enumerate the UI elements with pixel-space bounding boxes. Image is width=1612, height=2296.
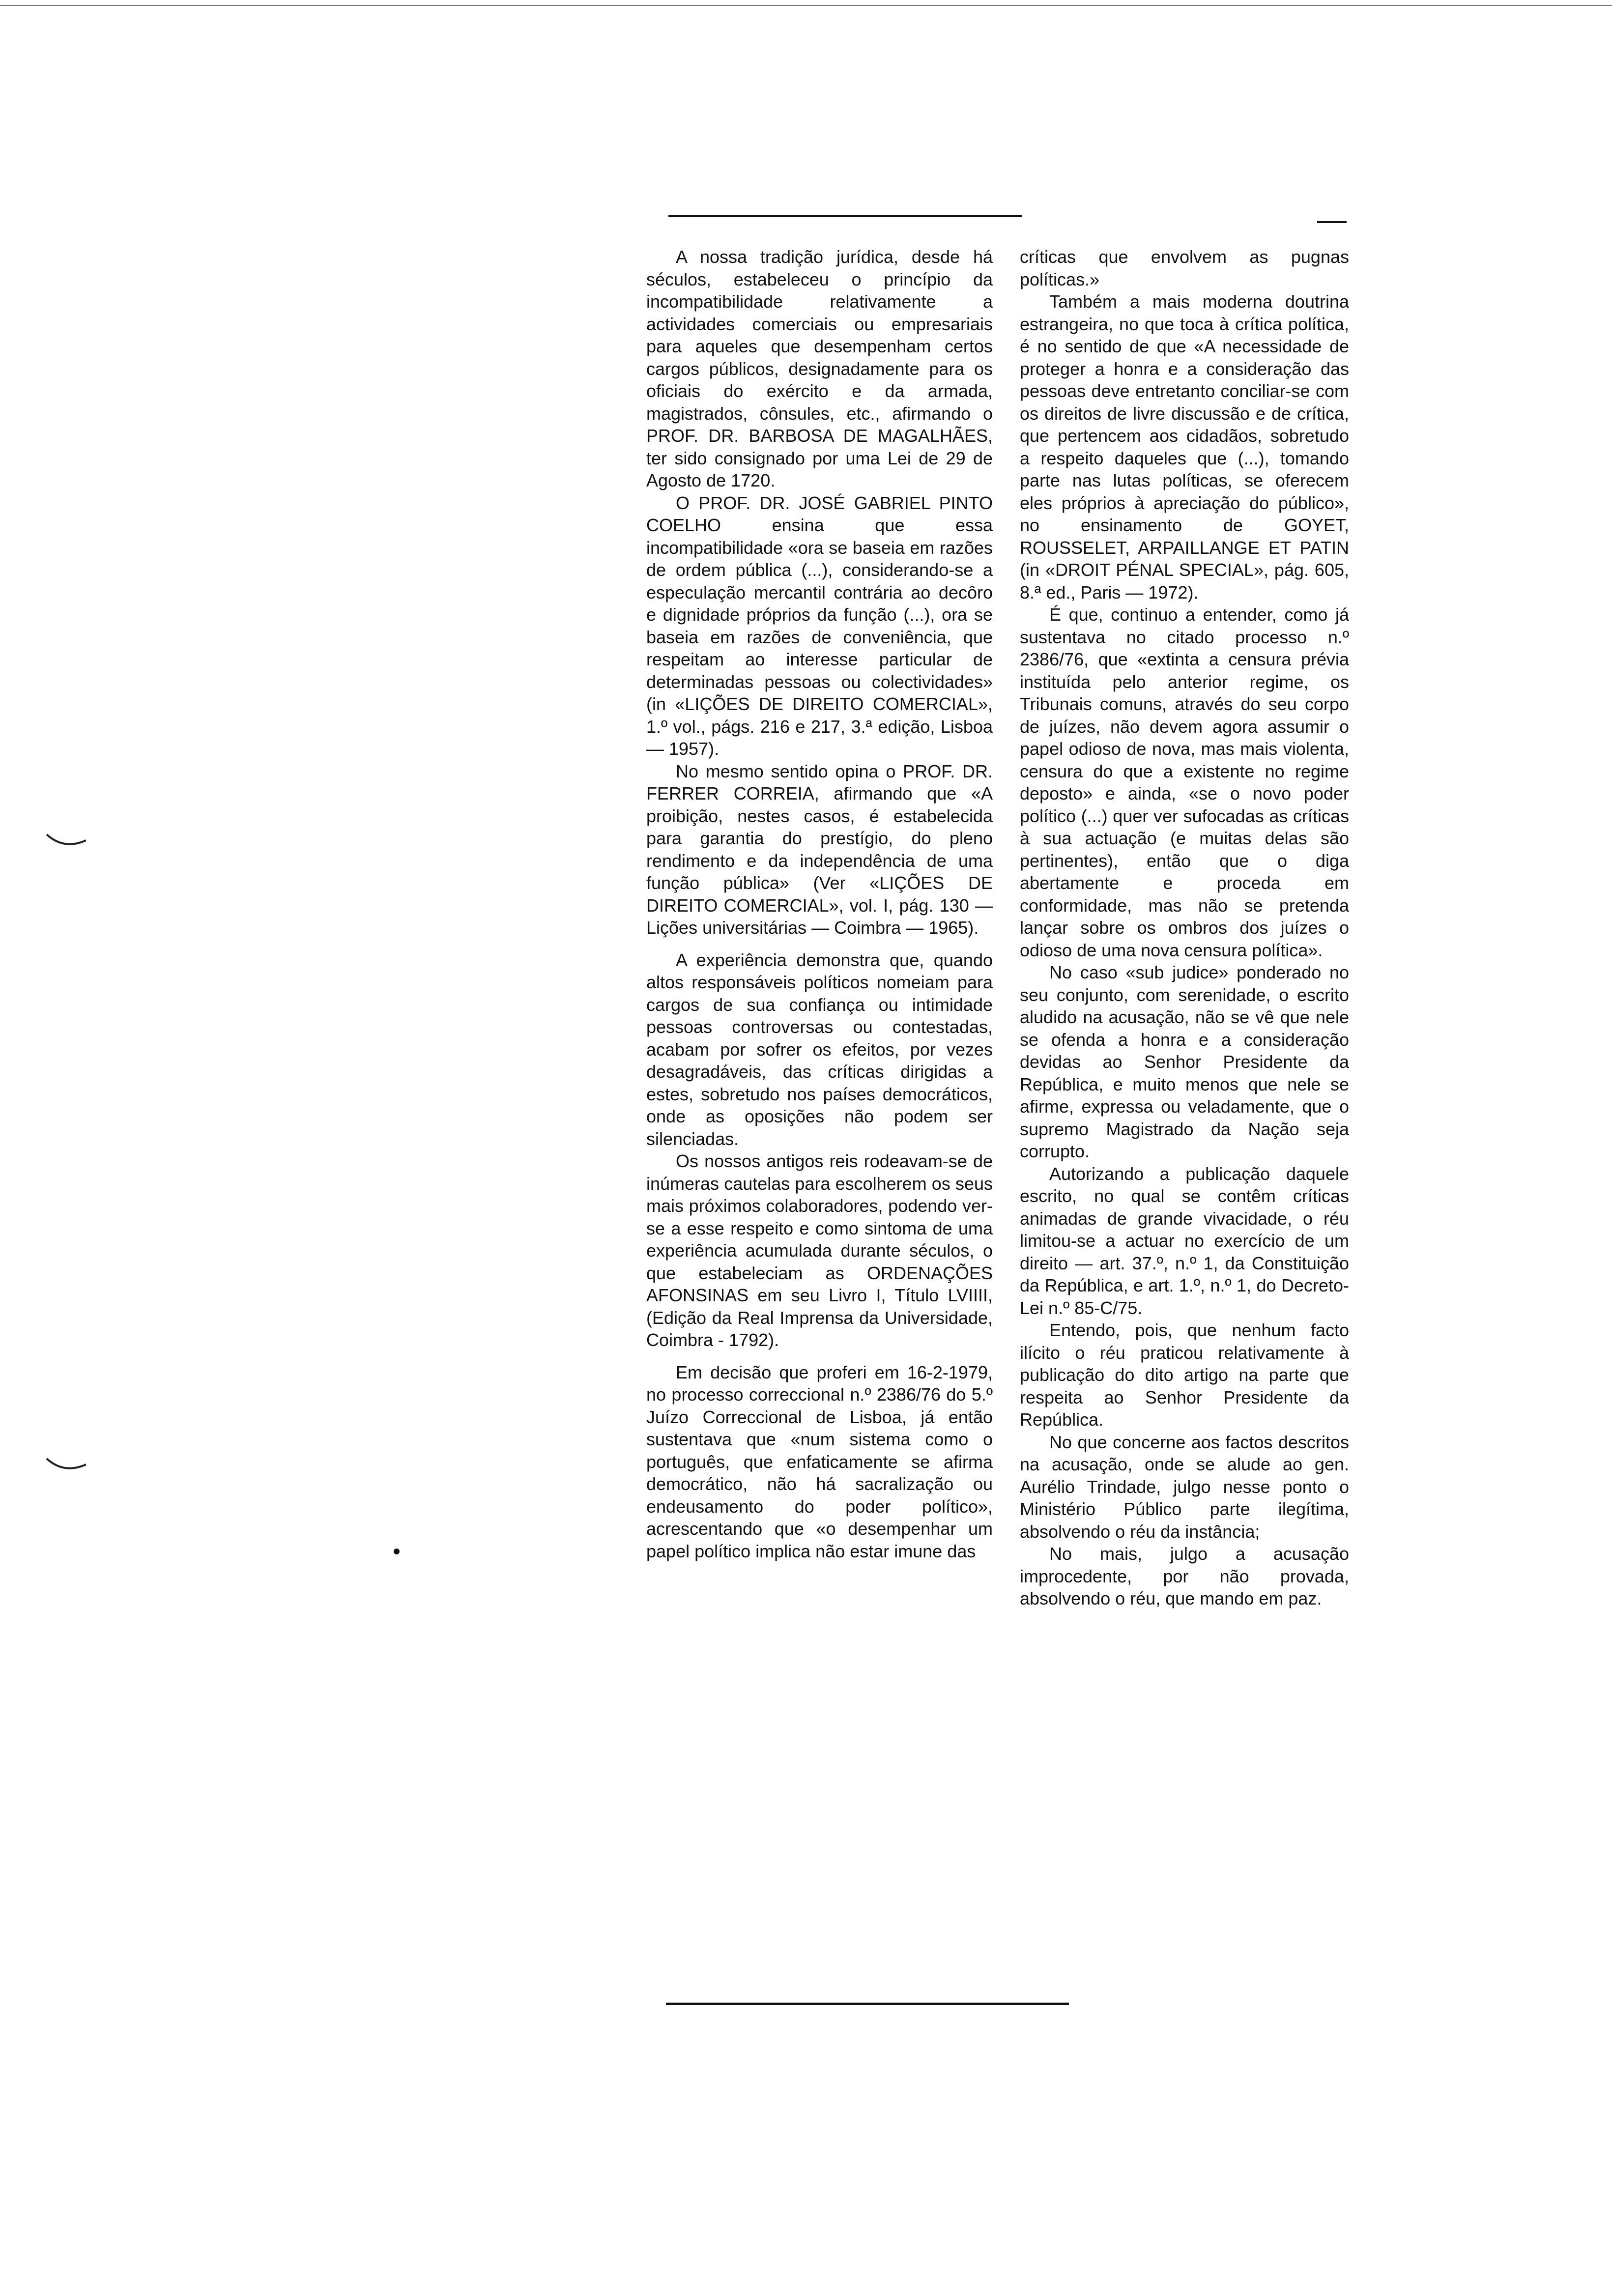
paragraph: No mais, julgo a acusação improcedente, por não provada, absolvendo o réu, que mando em paz. [1020,1544,1349,1608]
paragraph: No mesmo sentido opina o PROF. DR. FERRER CORREIA, afirmando que «A proibição, nestes casos, é estabelecida para garantia do prestígio, do pleno rendimento e da independência de uma função pública» (Ver «LIÇÕES DE DIREITO COMERCIAL», vol. I, pág. 130 — Lições universitárias — Coimbra — 1965). [646,761,993,938]
speck-dot-icon [393,1548,400,1555]
paragraph: O PROF. DR. JOSÉ GABRIEL PINTO COELHO ensina que essa incompatibilidade «ora se baseia em razões de ordem pública (...), considerando-se a especulação mercantil contrária ao decôro e dignidade próprios da função (...), ora se baseia em razões de conveniência, que respeitam ao interesse particular de determinadas pessoas ou colectividades» (in «LIÇÕES DE DIREITO COMERCIAL», 1.º vol., págs. 216 e 217, 3.ª edição, Lisboa — 1957). [646,492,993,759]
top-rule-left [668,215,1022,217]
paragraph: A experiência demonstra que, quando altos responsáveis políticos nomeiam para cargos de sua confiança ou intimidade pessoas controversas ou contestadas, acabam por sofrer os efeitos, por vezes desagradáveis, das críticas dirigidas a estes, sobretudo nos países democráticos, onde as oposições não podem ser silenciadas. [646,949,993,1149]
paragraph: Em decisão que proferi em 16-2-1979, no processo correccional n.º 2386/76 do 5.º Juízo Correccional de Lisboa, já então sustentava que «num sistema como o português, que enfaticamente se afirma democrático, não há sacralização ou endeusamento do poder político», acrescentando que «o desempenhar um papel político implica não estar imune das [646,1362,993,1561]
paragraph: É que, continuo a entender, como já sustentava no citado processo n.º 2386/76, que «extinta a censura prévia instituída pelo anterior regime, os Tribunais comuns, através do seu corpo de juízes, não devem agora assumir o papel odioso de nova, mas mais violenta, censura do que a existente no regime deposto» e ainda, «se o novo poder político (...) quer ver sufocadas as críticas à sua actuação (e muitas delas são pertinentes), então que o diga abertamente e proceda em conformidade, mas não se pretenda lançar sobre os ombros dos juízes o odioso de uma nova censura política». [1020,604,1349,960]
paragraph: Os nossos antigos reis rodeavam-se de inúmeras cautelas para escolherem os seus mais próximos colaboradores, podendo ver-se a esse respeito e como sintoma de uma experiência acumulada durante séculos, o que estabeleciam as ORDENAÇÕES AFONSINAS em seu Livro I, Título LVIIII, (Edição da Real Imprensa da Universidade, Coimbra - 1792). [646,1151,993,1350]
paragraph: No que concerne aos factos descritos na acusação, onde se alude ao gen. Aurélio Trindade, julgo nesse ponto o Ministério Público parte ilegítima, absolvendo o réu da instância; [1020,1432,1349,1542]
paragraph: A nossa tradição jurídica, desde há séculos, estabeleceu o princípio da incompatibilidade relativamente a actividades comerciais ou empresariais para aqueles que desempenham certos cargos públicos, designadamente para os oficiais do exército e da armada, magistrados, cônsules, etc., afirmando o PROF. DR. BARBOSA DE MAGALHÃES, ter sido consignado por uma Lei de 29 de Agosto de 1720. [646,247,993,490]
top-scan-edge [0,5,1612,6]
paragraph: Também a mais moderna doutrina estrangeira, no que toca à crítica política, é no sentido de que «A necessidade de proteger a honra e a consideração das pessoas deve entretanto conciliar-se com os direitos de livre discussão e de crítica, que pertencem aos cidadãos, sobretudo a respeito daqueles que (...), tomando parte nas lutas políticas, se oferecem eles próprios à apreciação do público», no ensinamento de GOYET, ROUSSELET, ARPAILLANGE ET PATIN (in «DROIT PÉNAL SPECIAL», pág. 605, 8.ª ed., Paris — 1972). [1020,291,1349,603]
bottom-rule [666,2003,1069,2005]
right-column [1020,246,1349,1610]
hole-punch-mark-icon [44,831,88,850]
hole-punch-mark-icon [44,1455,88,1474]
top-rule-right [1317,221,1347,223]
paragraph: Entendo, pois, que nenhum facto ilícito o réu praticou relativamente à publicação do dito artigo na parte que respeita ao Senhor Presidente da República. [1020,1320,1349,1430]
paragraph: críticas que envolvem as pugnas políticas.» [1020,247,1349,289]
paragraph: No caso «sub judice» ponderado no seu conjunto, com serenidade, o escrito aludido na acusação, não se vê que nele se ofenda a honra e a consideração devidas ao Senhor Presidente da República, e muito menos que nele se afirme, expressa ou veladamente, que o supremo Magistrado da Nação seja corrupto. [1020,962,1349,1161]
left-column [646,246,993,1562]
paragraph: Autorizando a publicação daquele escrito, no qual se contêm críticas animadas de grande vivacidade, o réu limitou-se a actuar no exercício de um direito — art. 37.º, n.º 1, da Constituição da República, e art. 1.º, n.º 1, do Decreto-Lei n.º 85-C/75. [1020,1163,1349,1318]
